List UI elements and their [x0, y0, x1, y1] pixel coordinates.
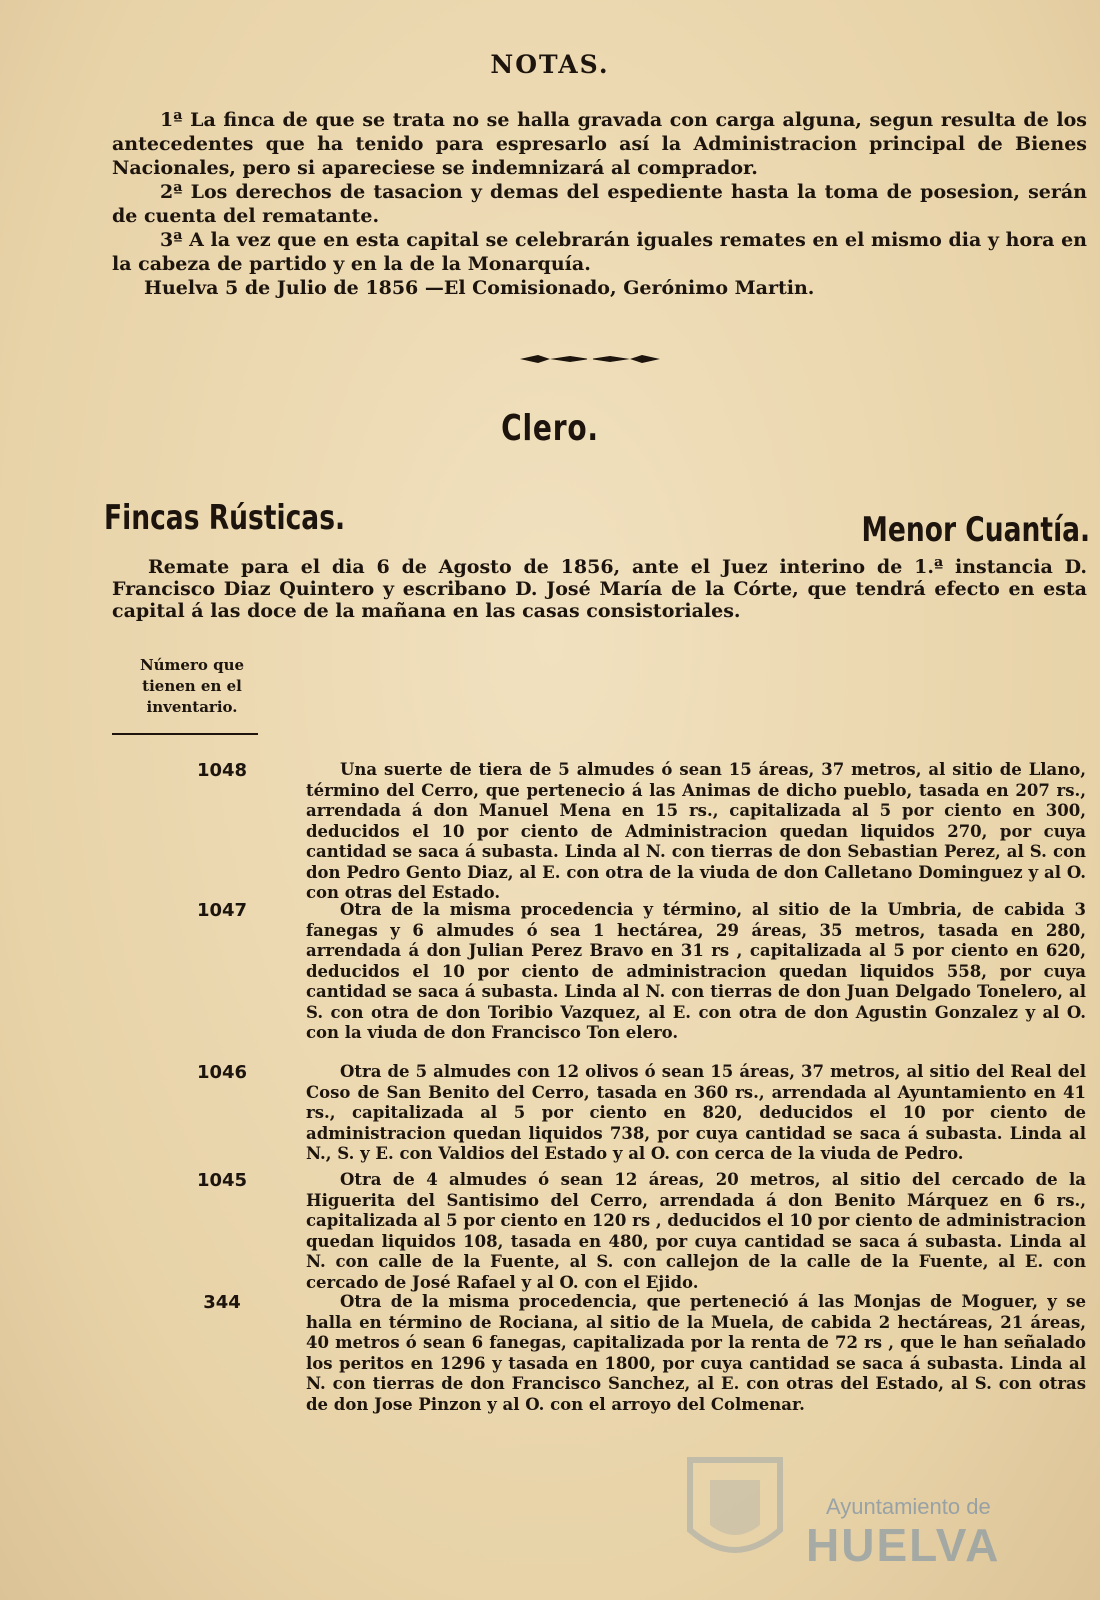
note-2: 2ª Los derechos de tasacion y demas del espediente hasta la toma de posesion, serán de cuenta del rematante.: [112, 181, 1087, 227]
inventory-column-header: Número que tienen en el inventario.: [139, 656, 245, 716]
watermark-line2: HUELVA: [806, 1519, 1001, 1571]
inventory-number: 1045: [196, 1170, 248, 1191]
entry-description: Otra de la misma procedencia, que perteneció á las Monjas de Moguer, y se halla en término de Rociana, al sitio de la Muela, de cabida 2 hectáreas, 21 áreas, 40 metros ó sean 6 fanegas, capitalizada por la renta de 72 rs , que le han señalado los peritos en 1296 y tasada en 1800, por cuya cantidad se saca á subasta. Linda al N. con tierras de don Francisco Sanchez, al E. con otras del Estado, al S. con otras de don Jose Pinzon y al O. con el arroyo del Colmenar.: [306, 1292, 1086, 1414]
section-title: Clero.: [501, 408, 599, 449]
notes-block: [112, 108, 1087, 300]
note-1: 1ª La finca de que se trata no se halla gravada con carga alguna, segun resulta de los antecedentes que ha tenido para espresarlo así la Administracion principal de Bienes Nacionales, pero si apareciese se indemnizará al comprador.: [112, 109, 1087, 179]
watermark-line1: Ayuntamiento de: [826, 1494, 991, 1519]
entry-description: Otra de 4 almudes ó sean 12 áreas, 20 metros, al sitio del cercado de la Higuerita del Santisimo del Cerro, arrendada á don Benito Márquez en 6 rs., capitalizada al 5 por ciento en 120 rs , deducidos el 10 por ciento de administracion quedan liquidos 108, tasada en 480, por cuya cantidad se saca á subasta. Linda al N. con calle de la Fuente, al S. con callejon de la calle de la Fuente, al E. con cercado de José Rafael y al O. con el Ejido.: [306, 1170, 1086, 1292]
inventory-number: 1047: [196, 900, 248, 921]
entry-description: Otra de 5 almudes con 12 olivos ó sean 15 áreas, 37 metros, al sitio del Real del Coso de San Benito del Cerro, tasada en 360 rs., arrendada al Ayuntamiento en 41 rs., capitalizada al 5 por ciento en 820, deducidos el 10 por ciento de administracion quedan liquidos 738, por cuya cantidad se saca á subasta. Linda al N., S. y E. con Valdios del Estado y al O. con cerca de la viuda de Pedro.: [306, 1062, 1086, 1163]
inventory-number: 1048: [196, 760, 248, 781]
entry-description: Una suerte de tiera de 5 almudes ó sean 15 áreas, 37 metros, al sitio de Llano, término del Cerro, que pertenecio á las Animas de dicho pueblo, tasada en 207 rs., arrendada á don Manuel Mena en 15 rs., capitalizada al 5 por ciento en 300, deducidos el 10 por ciento de Administracion quedan liquidos 270, por cuya cantidad se saca á subasta. Linda al N. con tierras de don Sebastian Perez, al S. con don Pedro Gento Diaz, al E. con otra de la viuda de don Calletano Dominguez y al O. con otras del Estado.: [306, 760, 1086, 902]
signature-line: Huelva 5 de Julio de 1856 —El Comisionado, Gerónimo Martin.: [144, 277, 815, 299]
auction-intro: Remate para el dia 6 de Agosto de 1856, ante el Juez interino de 1.ª instancia D. Francisco Diaz Quintero y escribano D. José María de la Córte, que tendrá efecto en esta capital á las doce de la mañana en las casas consistoriales.: [112, 556, 1087, 622]
entry-description: Otra de la misma procedencia y término, al sitio de la Umbria, de cabida 3 fanegas y 6 almudes ó sea 1 hectárea, 29 áreas, 35 metros, tasada en 280, arrendada á don Julian Perez Bravo en 31 rs , capitalizada al 5 por ciento en 620, deducidos el 10 por ciento de administracion quedan liquidos 558, por cuya cantidad se saca á subasta. Linda al N. con tierras de don Juan Delgado Tonelero, al S. con otra de don Toribio Vazquez, al E. con otra de don Agustin Gonzalez y al O. con la viuda de don Francisco Ton elero.: [306, 900, 1086, 1042]
note-3: 3ª A la vez que en esta capital se celebrarán iguales remates en el mismo dia y hora en la cabeza de partido y en la de la Monarquía.: [112, 229, 1087, 275]
fincas-heading: Fincas Rústicas.: [104, 498, 346, 538]
inventory-number: 344: [203, 1292, 241, 1313]
ornament-divider: [520, 352, 660, 366]
menor-cuantia-heading: Menor Cuantía.: [861, 510, 1090, 550]
column-rule: [112, 733, 258, 735]
inventory-number: 1046: [196, 1062, 248, 1083]
notes-title: NOTAS.: [490, 50, 610, 79]
